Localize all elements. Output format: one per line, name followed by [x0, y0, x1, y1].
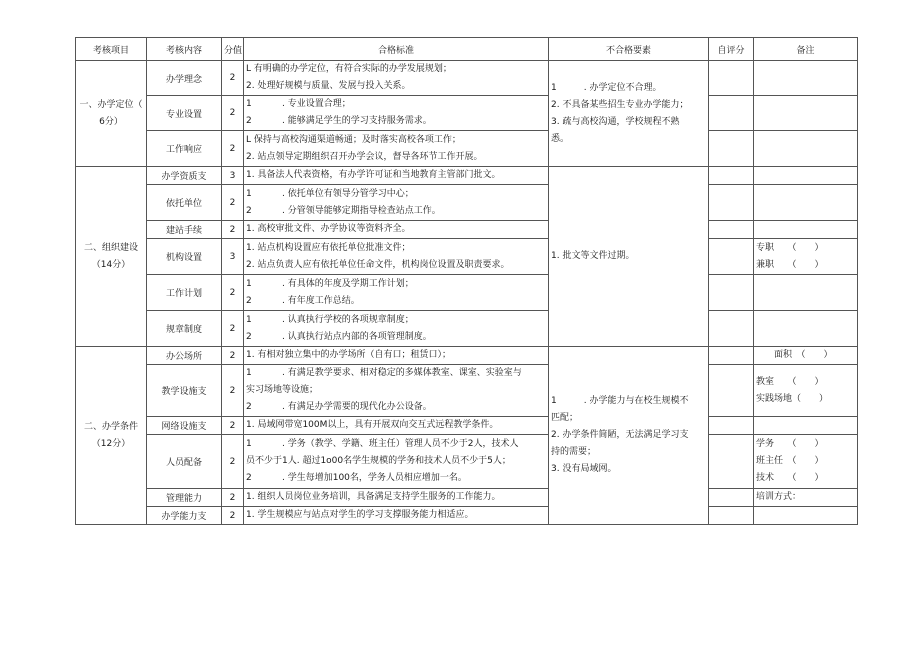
- content-item: 工作计划: [147, 275, 222, 311]
- line-text: 1. 组织人员岗位业务培训，具备满足支持学生服务的工作能力。: [246, 492, 501, 502]
- standard-cell: [244, 347, 549, 365]
- category-line: 6分）: [99, 116, 123, 127]
- content-item: 机构设置: [147, 239, 222, 275]
- self-score-cell[interactable]: [709, 311, 754, 347]
- remark-cell: [754, 311, 858, 347]
- remark-cell: [754, 167, 858, 185]
- standard-cell: [244, 365, 549, 417]
- score-cell: 3: [222, 167, 244, 185]
- table-row: [76, 167, 858, 185]
- remark-cell: [754, 61, 858, 96]
- line-text: 2. 处理好规模与质量、发展与投入关系。: [246, 81, 411, 91]
- table-row: [76, 435, 858, 489]
- line-text: 2. 站点负责人应有依托单位任命文件，机构岗位设置及职责要求。: [246, 259, 510, 270]
- table-row: [76, 131, 858, 167]
- standard-line: [246, 221, 546, 238]
- remark-line: 培训方式：: [756, 492, 802, 502]
- line-number: 1: [246, 99, 252, 109]
- self-score-cell[interactable]: [709, 417, 754, 435]
- self-score-cell[interactable]: [709, 221, 754, 239]
- standard-line: [246, 96, 546, 113]
- header-row: [76, 38, 858, 61]
- line-text: 1. 站点机构设置应有依托单位批准文件；: [246, 242, 411, 253]
- score-cell: 2: [222, 311, 244, 347]
- standard-cell: [244, 167, 549, 185]
- content-item: 工作响应: [147, 131, 222, 167]
- score-cell: 3: [222, 239, 244, 275]
- score-cell: 2: [222, 185, 244, 221]
- remark-line: 学务 （ ）: [756, 439, 824, 449]
- content-item: 办学资质支: [147, 167, 222, 185]
- standard-line: [246, 203, 546, 220]
- fail-line: 悉。: [551, 133, 570, 144]
- line-text: . 有具体的年度及学期工作计划；: [282, 278, 414, 289]
- category-line: 二、组织建设: [83, 242, 138, 253]
- content-item: 办公场所: [147, 347, 222, 365]
- remark-line: 实践场地（ ）: [756, 393, 829, 404]
- score-cell: 2: [222, 435, 244, 489]
- line-text: 1. 学生规模应与站点对学生的学习支撑服务能力相适应。: [246, 510, 474, 520]
- col-header-remark: 备注: [754, 38, 858, 61]
- table-row: [76, 239, 858, 275]
- table-row: [76, 275, 858, 311]
- self-score-cell[interactable]: [709, 489, 754, 507]
- table-row: [76, 417, 858, 435]
- line-text: . 依托单位有领导分管学习中心；: [282, 188, 414, 199]
- standard-cell: [244, 507, 549, 525]
- self-score-cell[interactable]: [709, 131, 754, 167]
- content-item: 办学能力支: [147, 507, 222, 525]
- standard-cell: [244, 96, 549, 131]
- self-score-cell[interactable]: [709, 167, 754, 185]
- score-cell: 2: [222, 507, 244, 525]
- line-number: 1: [246, 188, 252, 199]
- table-row: [76, 365, 858, 417]
- score-cell: 2: [222, 131, 244, 167]
- standard-line: [246, 312, 546, 329]
- standard-line: [246, 276, 546, 293]
- standard-line: [246, 365, 546, 382]
- remark-cell: [754, 365, 858, 417]
- line-text: . 能够满足学生的学习支持服务需求。: [282, 116, 432, 126]
- fail-line: 2. 办学条件简陋，无法满足学习支: [551, 430, 689, 440]
- table-row: [76, 96, 858, 131]
- standard-line: [246, 453, 546, 470]
- score-cell: 2: [222, 347, 244, 365]
- category-line: 一、办学定位（: [79, 99, 143, 110]
- remark-line: 技术 （ ）: [756, 473, 824, 483]
- remark-line: 班主任 （ ）: [756, 456, 824, 466]
- fail-criteria: [549, 167, 709, 347]
- line-number: 2: [246, 205, 252, 216]
- standard-cell: [244, 221, 549, 239]
- remark-line: 兼职 （ ）: [756, 259, 824, 270]
- col-header-self-score: 自评分: [709, 38, 754, 61]
- score-cell: 2: [222, 417, 244, 435]
- fail-line: 持的需要；: [551, 447, 597, 457]
- line-text: 1. 局域网带宽100M以上，具有开展双向交互式远程教学条件。: [246, 420, 499, 430]
- self-score-cell[interactable]: [709, 507, 754, 525]
- section-category: [76, 167, 147, 347]
- standard-cell: [244, 275, 549, 311]
- line-text: 1. 高校审批文件、办学协议等资料齐全。: [246, 224, 411, 234]
- line-number: 2: [246, 402, 252, 412]
- line-number: 2: [246, 331, 252, 342]
- line-text: . 专业设置合理；: [282, 99, 351, 109]
- score-cell: 2: [222, 489, 244, 507]
- fail-criteria: [549, 347, 709, 525]
- fail-line: 1 . 办学定位不合理。: [551, 82, 662, 93]
- line-text: 实习场地等设施；: [246, 385, 319, 395]
- content-item: 依托单位: [147, 185, 222, 221]
- self-score-cell[interactable]: [709, 96, 754, 131]
- remark-line: 教室 （ ）: [756, 376, 824, 387]
- standard-line: [246, 489, 546, 506]
- standard-line: [246, 436, 546, 453]
- col-header-standard: 合格标准: [244, 38, 549, 61]
- standard-line: [246, 507, 546, 524]
- score-cell: 2: [222, 365, 244, 417]
- content-item: 人员配备: [147, 435, 222, 489]
- self-score-cell[interactable]: [709, 185, 754, 221]
- line-text: . 学务（教学、学籍、班主任）管理人员不少于2人，技术人: [282, 439, 519, 449]
- standard-line: [246, 167, 546, 184]
- remark-cell: [754, 489, 858, 507]
- col-header-fail: 不合格要素: [549, 38, 709, 61]
- fail-line: 3. 疏与高校沟通，学校规程不熟: [551, 116, 680, 127]
- standard-line: [246, 78, 546, 95]
- line-text: 1. 具备法人代表资格，有办学许可证和当地教育主管部门批文。: [246, 170, 501, 180]
- standard-cell: [244, 61, 549, 96]
- line-text: . 有年度工作总结。: [282, 295, 360, 306]
- standard-line: [246, 382, 546, 399]
- col-header-content: 考核内容: [147, 38, 222, 61]
- fail-line: 2. 不具备某些招生专业办学能力；: [551, 99, 689, 110]
- line-number: 1: [246, 439, 252, 449]
- remark-cell: [754, 507, 858, 525]
- standard-line: [246, 113, 546, 130]
- remark-line: 专职 （ ）: [756, 242, 824, 253]
- self-score-cell[interactable]: [709, 275, 754, 311]
- standard-cell: [244, 131, 549, 167]
- content-item: 网络设施支: [147, 417, 222, 435]
- standard-line: [246, 417, 546, 434]
- table-row: [76, 61, 858, 96]
- category-line: （12分）: [91, 438, 131, 449]
- col-header-score: 分值: [222, 38, 244, 61]
- standard-line: [246, 240, 546, 257]
- line-text: 1. 有相对独立集中的办学场所（自有口；租赁口）；: [246, 350, 451, 360]
- remark-line: 面积 （ ）: [756, 350, 833, 360]
- content-item: 专业设置: [147, 96, 222, 131]
- section-category: [76, 347, 147, 525]
- remark-cell: [754, 275, 858, 311]
- content-item: 规章制度: [147, 311, 222, 347]
- standard-line: [246, 399, 546, 416]
- standard-cell: [244, 185, 549, 221]
- self-score-cell[interactable]: [709, 347, 754, 365]
- score-cell: 2: [222, 221, 244, 239]
- score-cell: 2: [222, 275, 244, 311]
- line-number: 2: [246, 295, 252, 306]
- standard-line: [246, 61, 546, 78]
- assessment-table: [75, 37, 858, 525]
- standard-line: [246, 149, 546, 166]
- content-item: 建站手续: [147, 221, 222, 239]
- line-text: . 分管领导能够定期指导检查站点工作。: [282, 205, 441, 216]
- line-text: . 认真执行学校的各项规章制度；: [282, 314, 414, 325]
- remark-cell: [754, 347, 858, 365]
- standard-line: [246, 293, 546, 310]
- line-number: 1: [246, 278, 252, 289]
- table-row: [76, 489, 858, 507]
- remark-cell: [754, 96, 858, 131]
- remark-cell: [754, 131, 858, 167]
- line-number: 1: [246, 314, 252, 325]
- standard-line: [246, 347, 546, 364]
- standard-line: [246, 470, 546, 487]
- line-number: 2: [246, 116, 252, 126]
- self-score-cell[interactable]: [709, 61, 754, 96]
- fail-criteria: [549, 61, 709, 167]
- category-line: 二、办学条件: [83, 421, 138, 432]
- standard-line: [246, 186, 546, 203]
- line-text: 2. 站点领导定期组织召开办学会议，督导各环节工作开展。: [246, 151, 483, 162]
- line-text: 员不少于1人. 超过1o00名学生规模的学务和技术人员不少于5人；: [246, 456, 511, 466]
- line-text: . 有满足教学要求、相对稳定的多媒体教室、课室、实验室与: [282, 368, 522, 378]
- content-item: 管理能力: [147, 489, 222, 507]
- line-text: L 有明确的办学定位，有符合实际的办学发展规划；: [246, 64, 452, 74]
- standard-cell: [244, 311, 549, 347]
- score-cell: 2: [222, 96, 244, 131]
- self-score-cell[interactable]: [709, 435, 754, 489]
- table-row: [76, 185, 858, 221]
- standard-line: [246, 132, 546, 149]
- fail-line: 匹配；: [551, 413, 579, 423]
- remark-cell: [754, 239, 858, 275]
- self-score-cell[interactable]: [709, 365, 754, 417]
- line-text: L 保持与高校沟通渠道畅通；及时落实高校各项工作；: [246, 134, 461, 145]
- table-row: [76, 507, 858, 525]
- content-item: 办学理念: [147, 61, 222, 96]
- remark-cell: [754, 221, 858, 239]
- section-category: [76, 61, 147, 167]
- line-text: . 有满足办学需要的现代化办公设备。: [282, 402, 432, 412]
- table-row: [76, 221, 858, 239]
- table-row: [76, 347, 858, 365]
- standard-cell: [244, 489, 549, 507]
- remark-cell: [754, 435, 858, 489]
- table-row: [76, 311, 858, 347]
- standard-line: [246, 257, 546, 274]
- score-cell: 2: [222, 61, 244, 96]
- line-number: 1: [246, 368, 252, 378]
- standard-cell: [244, 435, 549, 489]
- standard-cell: [244, 239, 549, 275]
- fail-line: 1 . 办学能力与在校生规模不: [551, 396, 689, 406]
- content-item: 教学设施支: [147, 365, 222, 417]
- remark-cell: [754, 185, 858, 221]
- remark-cell: [754, 417, 858, 435]
- fail-line: 1. 批文等文件过期。: [551, 251, 635, 261]
- standard-line: [246, 329, 546, 346]
- col-header-project: 考核项目: [76, 38, 147, 61]
- standard-cell: [244, 417, 549, 435]
- line-text: . 学生每增加100名，学务人员相应增加一名。: [282, 473, 467, 483]
- line-number: 2: [246, 473, 252, 483]
- line-text: . 认真执行站点内部的各项管理制度。: [282, 331, 432, 342]
- fail-line: 3. 没有局域网。: [551, 464, 617, 474]
- self-score-cell[interactable]: [709, 239, 754, 275]
- category-line: （14分）: [91, 259, 131, 270]
